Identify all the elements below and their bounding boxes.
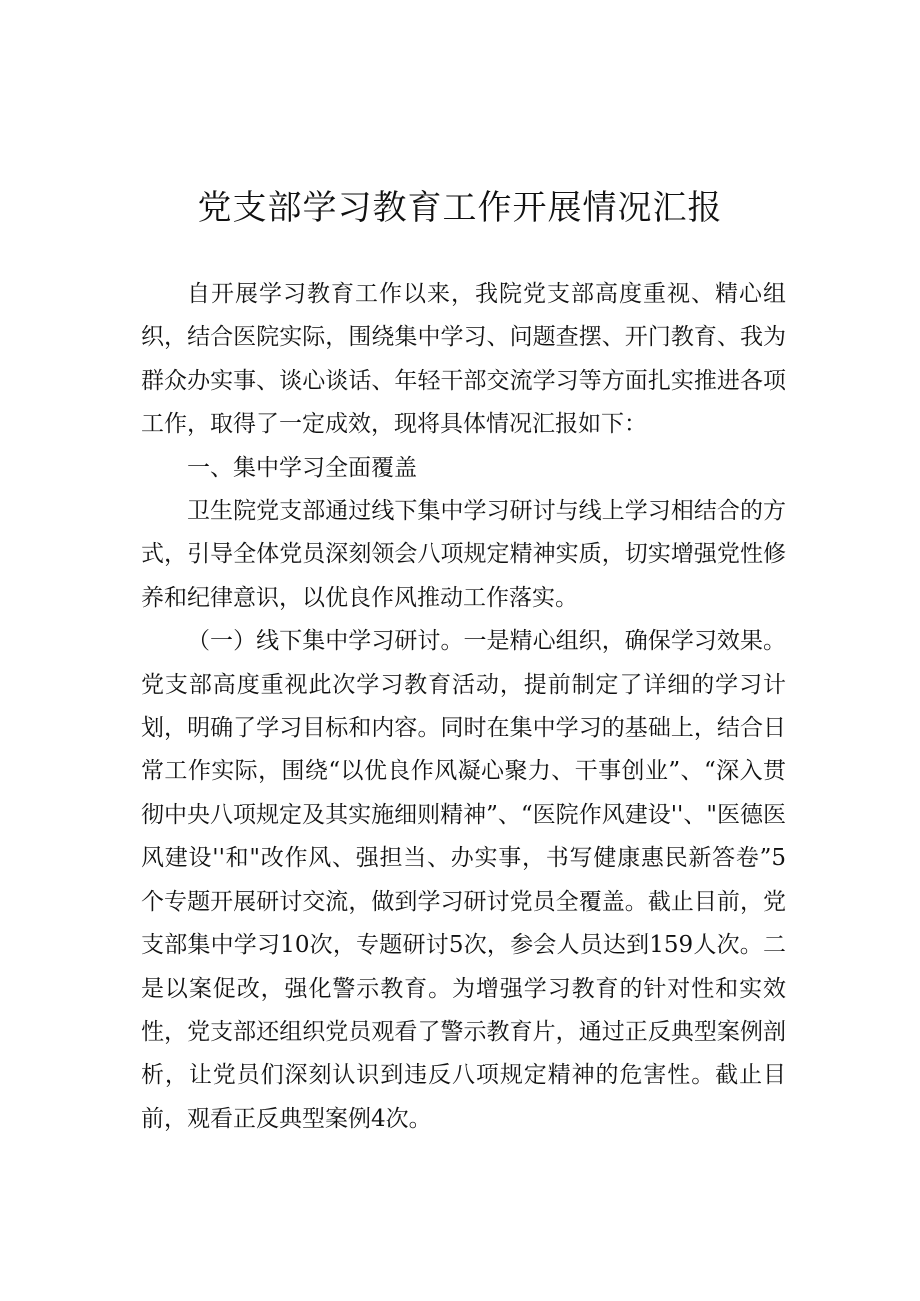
intro-paragraph: 自开展学习教育工作以来，我院党支部高度重视、精心组织，结合医院实际，围绕集中学习、问题查摆、开门教育、我为群众办实事、谈心谈话、年轻干部交流学习等方面扎实推进各项工作，取得了一定成效，现将具体情况汇报如下： xyxy=(141,281,786,438)
subsection-1-paragraph: （一）线下集中学习研讨。一是精心组织，确保学习效果。党支部高度重视此次学习教育活动，提前制定了详细的学习计划，明确了学习目标和内容。同时在集中学习的基础上，结合日常工作实际，围绕“以优良作风凝心聚力、干事创业”、“深入贯彻中央八项规定及其实施细则精神”、“医院作风建设''、"医德医风建设''和"改作风、强担当、办实事，书写健康惠民新答卷”5个专题开展研讨交流，做到学习研讨党员全覆盖。截止目前，党支部集中学习10次，专题研讨5次，参会人员达到159人次。二是以案促改，强化警示教育。为增强学习教育的针对性和实效性，党支部还组织党员观看了警示教育片，通过正反典型案例剖析，让党员们深刻认识到违反八项规定精神的危害性。截止目前，观看正反典型案例4次。 xyxy=(141,628,786,1132)
document-title: 党支部学习教育工作开展情况汇报 xyxy=(197,188,723,228)
document-body xyxy=(141,273,786,1141)
section-heading-1: 一、集中学习全面覆盖 xyxy=(187,454,417,481)
section-1-paragraph: 卫生院党支部通过线下集中学习研讨与线上学习相结合的方式，引导全体党员深刻领会八项规定精神实质，切实增强党性修养和纪律意识，以优良作风推动工作落实。 xyxy=(141,498,786,611)
